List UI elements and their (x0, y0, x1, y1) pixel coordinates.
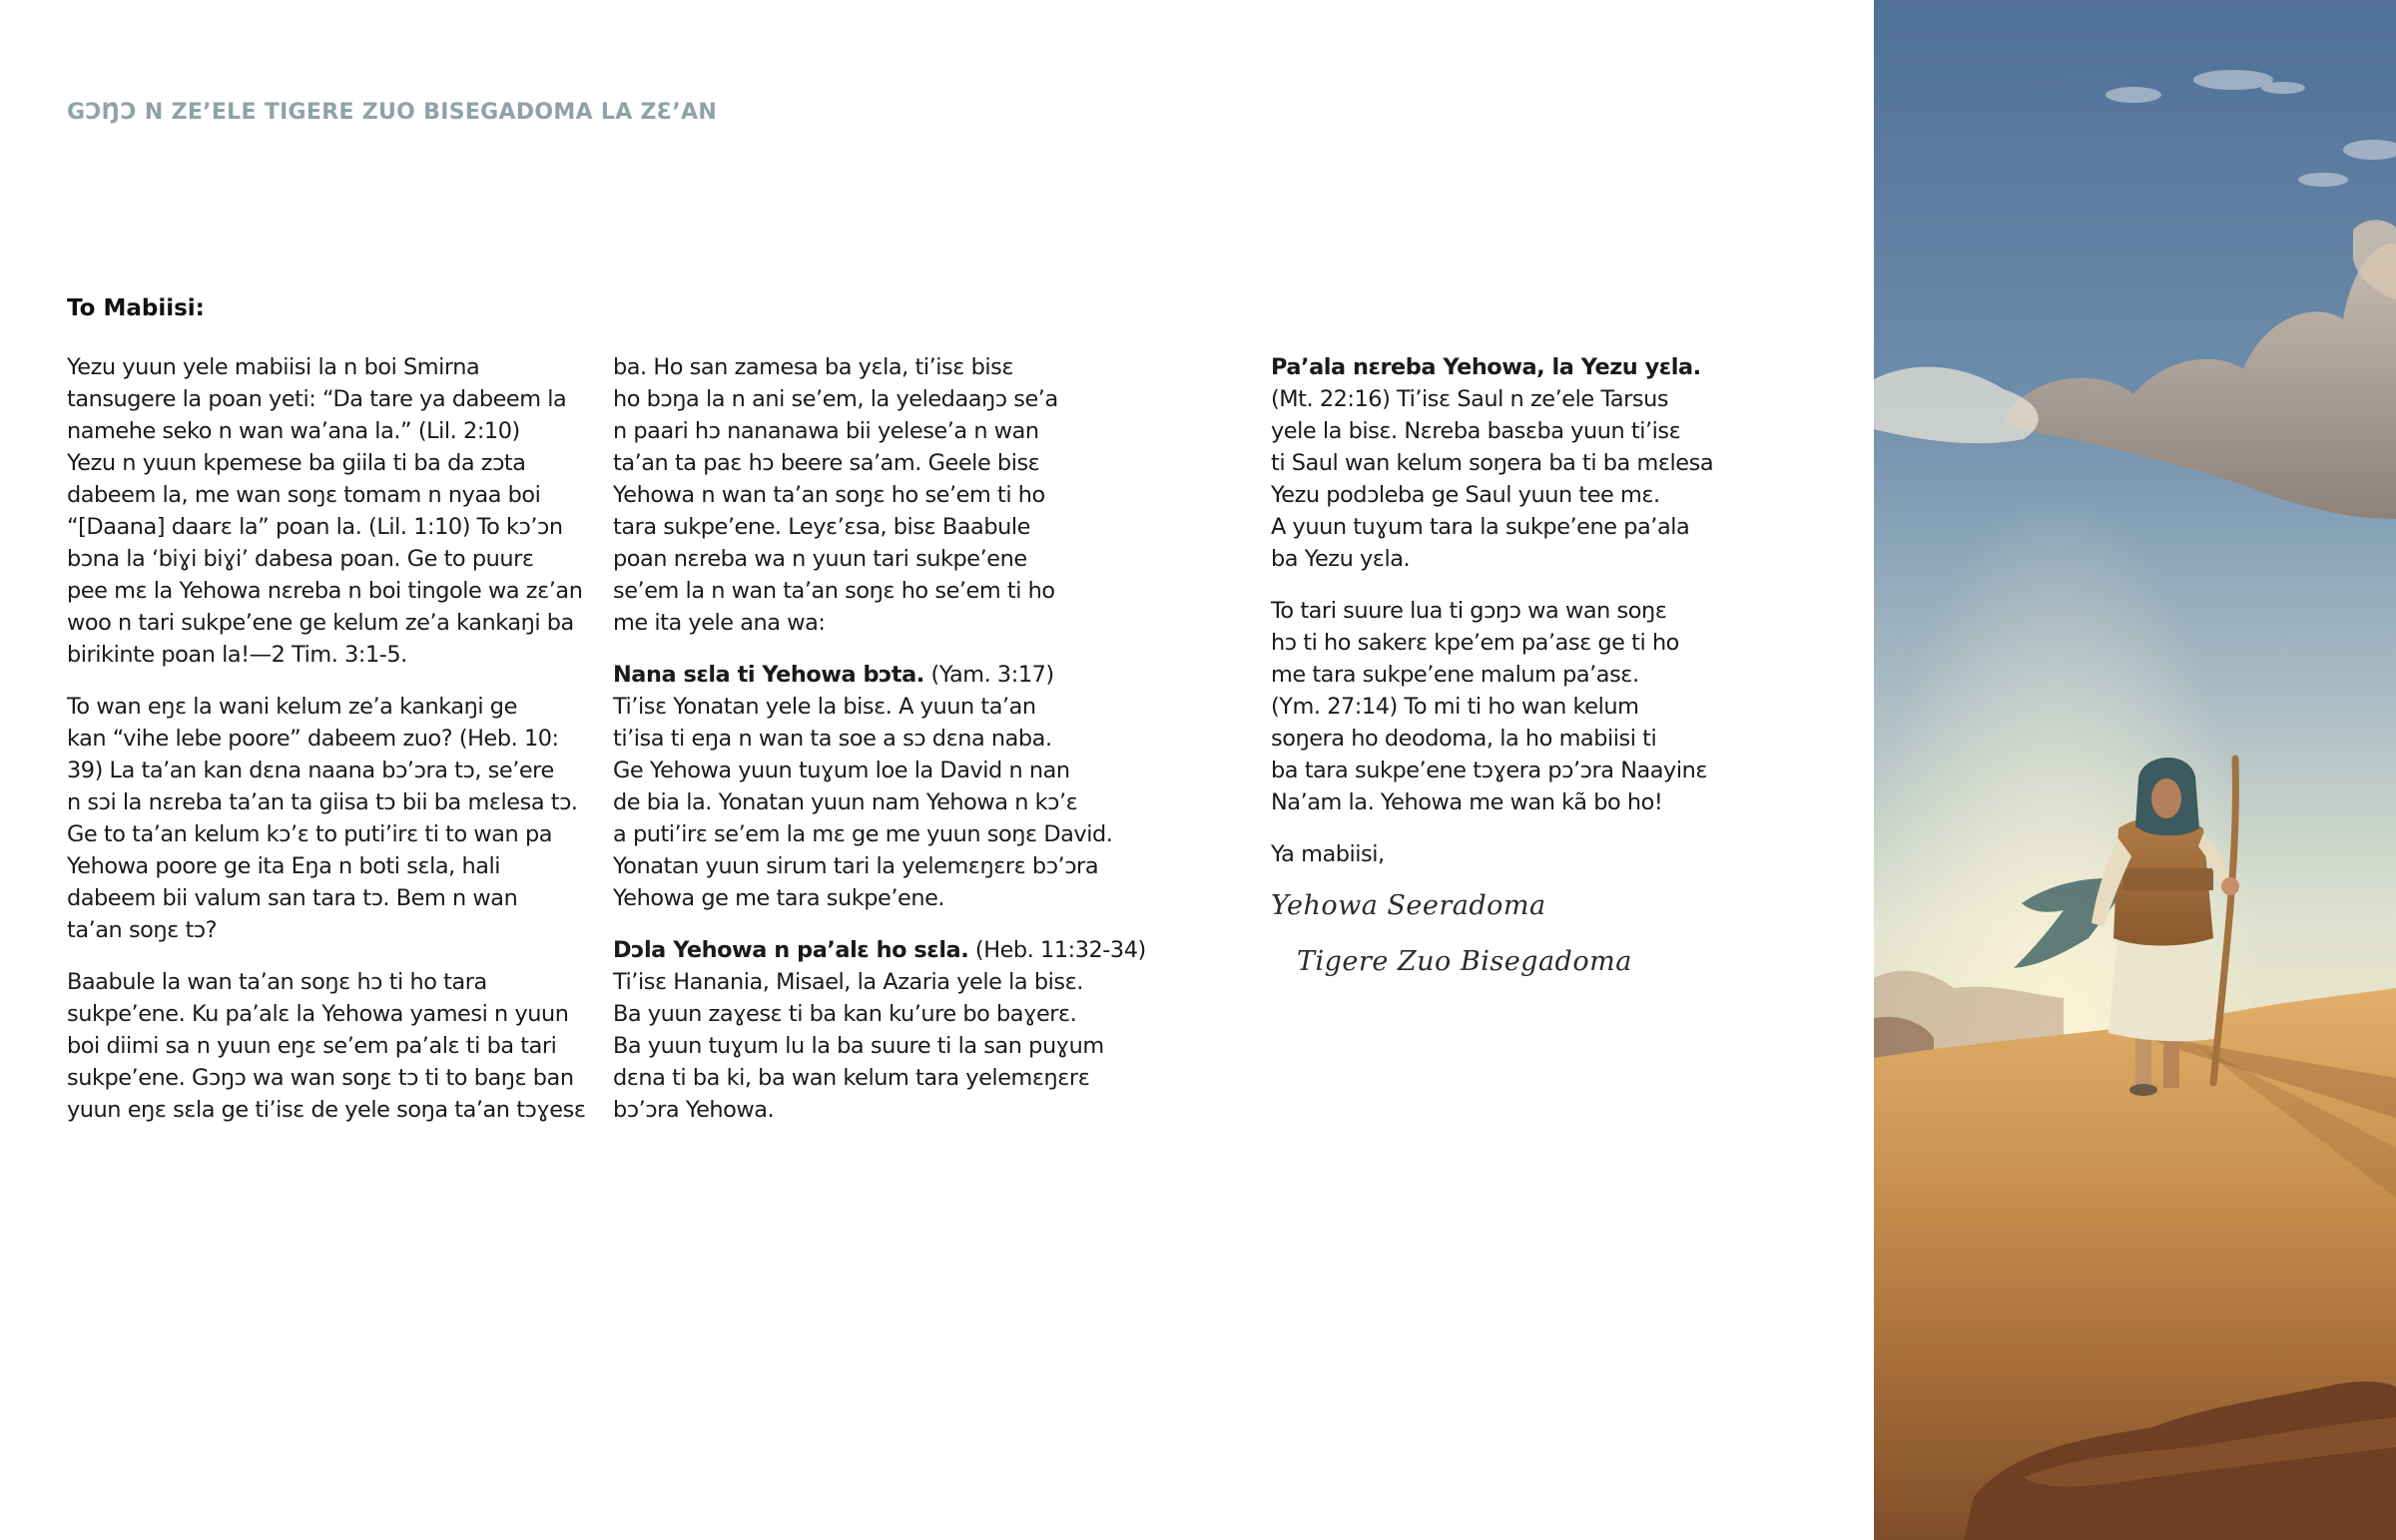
text-line: ba tara sukpe’ene tɔɣera pɔ’ɔra Naayinɛ (1271, 758, 1707, 783)
text-line: sukpe’ene. Gɔŋɔ wa wan soŋɛ tɔ ti to baŋɛ ban (67, 1065, 574, 1091)
paragraph (1271, 595, 1750, 818)
text-line: 39) La ta’an kan dɛna naana bɔ’ɔra tɔ, se’ere (67, 758, 554, 783)
paragraph (67, 966, 586, 1126)
text-line: Ti’isɛ Hanania, Misael, la Azaria yele la bisɛ. (613, 969, 1083, 995)
letter-closing: Ya mabiisi, (1271, 841, 1385, 867)
paragraph (67, 691, 586, 946)
letter-column-1 (67, 351, 586, 1146)
text-line: Yehowa poore ge ita Eŋa n boti sɛla, hali (67, 853, 501, 879)
text-line: me ita yele ana wa: (613, 610, 826, 636)
paragraph-heading: Nana sɛla ti Yehowa bɔta. (613, 662, 924, 688)
text-line: Ba yuun tuɣum lu la ba suure ti la san puɣum (613, 1033, 1104, 1059)
text-line: de bia la. Yonatan yuun nam Yehowa n kɔ’ɛ (613, 789, 1078, 815)
text-line: Yehowa n wan ta’an soŋɛ ho se’em ti ho (613, 482, 1045, 508)
text-line: Ti’isɛ Yonatan yele la bisɛ. A yuun ta’an (613, 694, 1036, 720)
illustration-man-in-desert (1874, 0, 2396, 1540)
text-line: yuun eŋɛ sɛla ge ti’isɛ de yele soŋa ta’an tɔɣesɛ (67, 1097, 586, 1123)
paragraph (613, 659, 1132, 914)
text-line: bɔna la ‘biɣi biɣi’ dabesa poan. Ge to puurɛ (67, 546, 534, 572)
text-line: tansugere la poan yeti: “Da tare ya dabeem la (67, 386, 567, 412)
text-line: ti Saul wan kelum soŋera ba ti ba mɛlesa (1271, 450, 1714, 476)
text-line: a puti’irɛ se’em la mɛ ge me yuun soŋɛ David. (613, 821, 1113, 847)
letter-greeting: To Mabiisi: (67, 295, 205, 321)
paragraph-lead (613, 934, 1146, 966)
text-line: pee mɛ la Yehowa nɛreba n boi tingole wa zɛ’an (67, 578, 583, 604)
letter-column-3 (1271, 351, 1750, 1000)
text-line: ho bɔŋa la n ani se’em, la yeledaaŋɔ se’a (613, 386, 1058, 412)
text-line: sukpe’ene. Ku pa’alɛ la Yehowa yamesi n yuun (67, 1001, 569, 1027)
text-line: ta’an soŋɛ tɔ? (67, 917, 218, 943)
text-line: Baabule la wan ta’an soŋɛ hɔ ti ho tara (67, 969, 487, 995)
text-line: dɛna ti ba ki, ba wan kelum tara yelemɛŋɛrɛ (613, 1065, 1090, 1091)
paragraph (67, 351, 586, 671)
text-line: birikinte poan la!—2 Tim. 3:1-5. (67, 642, 407, 668)
text-line: bɔ’ɔra Yehowa. (613, 1097, 775, 1123)
text-line: hɔ ti ho sakerɛ kpe’em pa’asɛ ge ti ho (1271, 630, 1679, 656)
text-line: kan “vihe lebe poore” dabeem zuo? (Heb. 10: (67, 726, 559, 752)
text-line: tara sukpe’ene. Leyɛ’ɛsa, bisɛ Baabule (613, 514, 1030, 540)
text-line: se’em la n wan ta’an soŋɛ ho se’em ti ho (613, 578, 1055, 604)
text-line: Ba yuun zaɣesɛ ti ba kan ku’ure bo baɣerɛ. (613, 1001, 1077, 1027)
text-line: Yehowa ge me tara sukpe’ene. (613, 885, 945, 911)
paragraph-heading: Pa’ala nɛreba Yehowa, la Yezu yɛla. (1271, 354, 1701, 380)
text-line: namehe seko n wan wa’ana la.” (Lil. 2:10) (67, 418, 520, 444)
signature (1271, 890, 1750, 1000)
text-line: To tari suure lua ti gɔŋɔ wa wan soŋɛ (1271, 598, 1667, 624)
signature-line-1: Yehowa Seeradoma (1271, 890, 1546, 921)
paragraph (1271, 351, 1750, 575)
text-line: poan nɛreba wa n yuun tari sukpe’ene (613, 546, 1027, 572)
text-line: n sɔi la nɛreba ta’an ta giisa tɔ bii ba mɛlesa tɔ. (67, 789, 578, 815)
text-line: soŋera ho deodoma, la ho mabiisi ti (1271, 726, 1657, 752)
text-line: Yezu yuun yele mabiisi la n boi Smirna (67, 354, 480, 380)
text-line: (Mt. 22:16) Ti’isɛ Saul n ze’ele Tarsus (1271, 386, 1669, 412)
text-line: ti’isa ti eŋa n wan ta soe a sɔ dɛna naba. (613, 726, 1052, 752)
paragraph-heading: Dɔla Yehowa n pa’alɛ ho sɛla. (613, 937, 969, 963)
painting-svg (1874, 0, 2396, 1540)
text-line: Na’am la. Yehowa me wan kã bo ho! (1271, 789, 1663, 815)
text-line: “[Daana] daarɛ la” poan la. (Lil. 1:10) To kɔ’ɔn (67, 514, 563, 540)
text-line: Yonatan yuun sirum tari la yelemɛŋɛrɛ bɔ’ɔra (613, 853, 1099, 879)
text-line: Yezu n yuun kpemese ba giila ti ba da zɔta (67, 450, 526, 476)
signature-line-2: Tigere Zuo Bisegadoma (1297, 946, 1632, 977)
text-line: yele la bisɛ. Nɛreba basɛba yuun ti’isɛ (1271, 418, 1681, 444)
scripture-reference: (Heb. 11:32-34) (968, 937, 1146, 963)
paragraph-lead (613, 659, 1132, 691)
page-header-title: GƆŊƆ N ZE’ELE TIGERE ZUO BISEGADOMA LA ZƐ’AN (67, 100, 718, 125)
text-line: woo n tari sukpe’ene ge kelum ze’a kankaŋi ba (67, 610, 574, 636)
paragraph (613, 934, 1146, 1126)
letter-column-2 (613, 351, 1146, 1146)
text-line: ta’an ta paɛ hɔ beere sa’am. Geele bisɛ (613, 450, 1040, 476)
text-line: ba Yezu yɛla. (1271, 546, 1411, 572)
text-line: Yezu podɔleba ge Saul yuun tee mɛ. (1271, 482, 1660, 508)
text-line: Ge to ta’an kelum kɔ’ɛ to puti’irɛ ti to wan pa (67, 821, 552, 847)
scripture-reference: (Yam. 3:17) (923, 662, 1054, 688)
text-line: To wan eŋɛ la wani kelum ze’a kankaŋi ge (67, 694, 517, 720)
text-line: n paari hɔ nananawa bii yelese’a n wan (613, 418, 1039, 444)
text-line: dabeem la, me wan soŋɛ tomam n nyaa boi (67, 482, 541, 508)
text-line: ba. Ho san zamesa ba yɛla, ti’isɛ bisɛ (613, 354, 1013, 380)
text-line: A yuun tuɣum tara la sukpe’ene pa’ala (1271, 514, 1690, 540)
text-line: me tara sukpe’ene malum pa’asɛ. (1271, 662, 1639, 688)
text-line: boi diimi sa n yuun eŋɛ se’em pa’alɛ ti ba tari (67, 1033, 557, 1059)
text-line: (Ym. 27:14) To mi ti ho wan kelum (1271, 694, 1639, 720)
text-line: Ge Yehowa yuun tuɣum loe la David n nan (613, 758, 1070, 783)
paragraph (613, 351, 1132, 639)
text-line: dabeem bii valum san tara tɔ. Bem n wan (67, 885, 518, 911)
